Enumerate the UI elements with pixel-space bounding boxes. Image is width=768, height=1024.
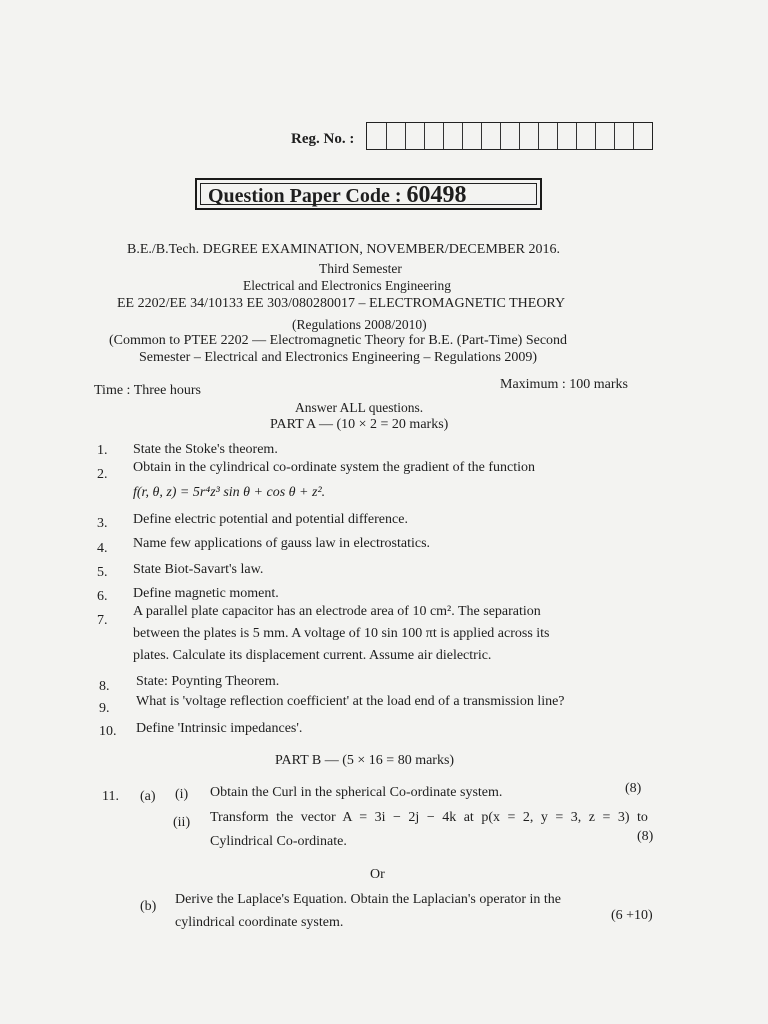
question-text: State: Poynting Theorem. (136, 674, 280, 689)
question-formula: f(r, θ, z) = 5r⁴z³ sin θ + cos θ + z². (133, 485, 326, 500)
reg-digit-box[interactable] (519, 123, 538, 149)
reg-digit-box[interactable] (557, 123, 576, 149)
question-text-line: Transform the vector A = 3i − 2j − 4k at p(x = 2, y = 3, z = 3) to (210, 810, 648, 825)
exam-title: B.E./B.Tech. DEGREE EXAMINATION, NOVEMBER/DECEMBER 2016. (127, 242, 560, 257)
question-text: Define 'Intrinsic impedances'. (136, 721, 303, 736)
time-allowed: Time : Three hours (94, 383, 201, 398)
reg-digit-box[interactable] (367, 123, 386, 149)
reg-digit-box[interactable] (481, 123, 500, 149)
question-text: Define electric potential and potential difference. (133, 512, 408, 527)
reg-digit-box[interactable] (462, 123, 481, 149)
question-text: Obtain in the cylindrical co-ordinate system the gradient of the function (133, 460, 535, 475)
maximum-marks: Maximum : 100 marks (500, 377, 628, 392)
reg-digit-box[interactable] (424, 123, 443, 149)
question-number: 9. (99, 701, 110, 716)
subpart-label: (i) (175, 787, 189, 802)
reg-digit-box[interactable] (386, 123, 405, 149)
reg-digit-box[interactable] (576, 123, 595, 149)
question-number: 2. (97, 467, 108, 482)
question-text-line: A parallel plate capacitor has an electrode area of 10 cm². The separation (133, 604, 541, 619)
question-number: 4. (97, 541, 108, 556)
question-number: 10. (99, 724, 117, 739)
instruction: Answer ALL questions. (295, 400, 424, 415)
qpc-code: 60498 (406, 182, 467, 208)
marks-label: (8) (637, 829, 654, 844)
or-separator: Or (370, 867, 385, 882)
common-line-2: Semester – Electrical and Electronics Engineering – Regulations 2009) (139, 350, 538, 365)
reg-no-boxes[interactable] (366, 122, 653, 150)
question-paper-code (208, 182, 467, 209)
subject: EE 2202/EE 34/10133 EE 303/080280017 – ELECTROMAGNETIC THEORY (117, 296, 566, 311)
question-text: Name few applications of gauss law in electrostatics. (133, 536, 431, 551)
question-text: State the Stoke's theorem. (133, 442, 278, 457)
reg-digit-box[interactable] (500, 123, 519, 149)
question-text: Define magnetic moment. (133, 586, 279, 601)
marks-label: (6 +10) (611, 908, 653, 923)
part-a-heading: PART A — (10 × 2 = 20 marks) (270, 417, 449, 432)
part-b-heading: PART B — (5 × 16 = 80 marks) (275, 753, 455, 768)
question-number: 11. (102, 789, 119, 804)
regulations: (Regulations 2008/2010) (292, 317, 427, 332)
reg-digit-box[interactable] (614, 123, 633, 149)
question-text-line: cylindrical coordinate system. (175, 915, 344, 930)
reg-no-label: Reg. No. : (291, 131, 355, 147)
reg-digit-box[interactable] (595, 123, 614, 149)
question-number: 6. (97, 589, 108, 604)
reg-digit-box[interactable] (633, 123, 652, 149)
subquestion-label: (a) (140, 789, 156, 804)
question-text-line: Derive the Laplace's Equation. Obtain the Laplacian's operator in the (175, 892, 562, 907)
question-text-line: Cylindrical Co-ordinate. (210, 834, 347, 849)
question-number: 5. (97, 565, 108, 580)
marks-label: (8) (625, 781, 642, 796)
question-text: What is 'voltage reflection coefficient' at the load end of a transmission line? (136, 694, 565, 709)
subpart-label: (ii) (173, 815, 191, 830)
qpc-label: Question Paper Code : (208, 185, 407, 207)
question-text: State Biot-Savart's law. (133, 562, 264, 577)
branch: Electrical and Electronics Engineering (243, 278, 452, 293)
question-text-line: between the plates is 5 mm. A voltage of 10 sin 100 πt is applied across its (133, 626, 550, 641)
reg-digit-box[interactable] (443, 123, 462, 149)
question-number: 3. (97, 516, 108, 531)
question-number: 8. (99, 679, 110, 694)
common-line-1: (Common to PTEE 2202 — Electromagnetic Theory for B.E. (Part-Time) Second (109, 333, 568, 348)
subquestion-label: (b) (140, 899, 157, 914)
question-number: 1. (97, 443, 108, 458)
semester: Third Semester (319, 261, 402, 276)
question-number: 7. (97, 613, 108, 628)
reg-digit-box[interactable] (405, 123, 424, 149)
question-text-line: plates. Calculate its displacement current. Assume air dielectric. (133, 648, 492, 663)
reg-digit-box[interactable] (538, 123, 557, 149)
question-text: Obtain the Curl in the spherical Co-ordinate system. (210, 785, 503, 800)
